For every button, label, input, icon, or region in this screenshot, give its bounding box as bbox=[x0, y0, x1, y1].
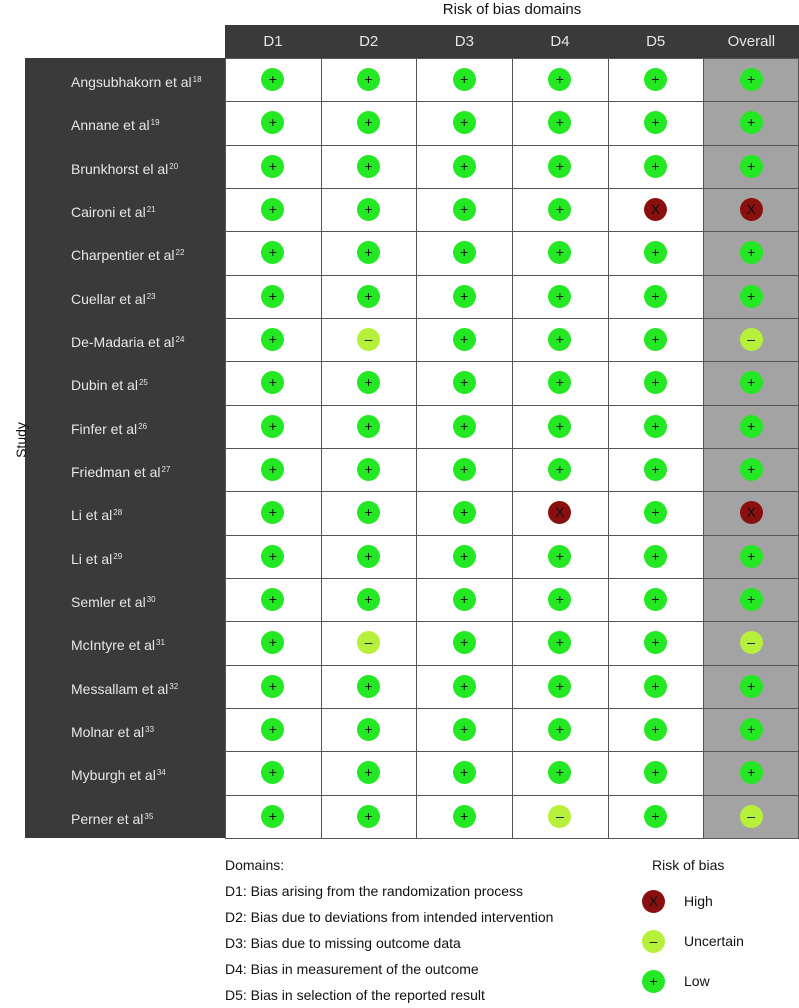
study-label bbox=[25, 708, 225, 751]
study-reference: 29 bbox=[113, 551, 123, 561]
risk-mark-low: + bbox=[740, 718, 763, 741]
risk-mark-low: + bbox=[548, 111, 571, 134]
study-name: Li et al bbox=[71, 550, 113, 567]
risk-mark-low: + bbox=[548, 415, 571, 438]
risk-mark-low: + bbox=[261, 111, 284, 134]
risk-mark-low: + bbox=[740, 675, 763, 698]
y-axis-label: Study bbox=[13, 422, 29, 458]
risk-mark-low: + bbox=[357, 458, 380, 481]
risk-mark-low: + bbox=[261, 588, 284, 611]
risk-mark-low: + bbox=[548, 198, 571, 221]
study-name: De-Madaria et al bbox=[71, 333, 175, 350]
risk-mark-low: + bbox=[261, 415, 284, 438]
risk-mark-low: + bbox=[357, 285, 380, 308]
risk-mark-low: + bbox=[261, 68, 284, 91]
study-name: Semler et al bbox=[71, 593, 146, 610]
risk-mark-high: X bbox=[740, 198, 763, 221]
column-header-d3: D3 bbox=[454, 33, 474, 50]
study-label bbox=[25, 665, 225, 708]
risk-mark-low: + bbox=[261, 458, 284, 481]
risk-mark-low: + bbox=[740, 458, 763, 481]
domain-item: D1: Bias arising from the randomization process bbox=[225, 883, 524, 899]
risk-mark-low: + bbox=[548, 761, 571, 784]
risk-mark-low: + bbox=[453, 111, 476, 134]
risk-mark-low: + bbox=[740, 285, 763, 308]
risk-mark-low: + bbox=[644, 761, 667, 784]
study-name: Messallam et al bbox=[71, 680, 169, 697]
chart-title: Risk of bias domains bbox=[442, 1, 582, 18]
study-label bbox=[25, 145, 225, 188]
risk-mark-low: + bbox=[644, 111, 667, 134]
risk-mark-low: + bbox=[357, 501, 380, 524]
risk-mark-high: X bbox=[740, 501, 763, 524]
study-reference: 25 bbox=[138, 378, 148, 388]
study-reference: 24 bbox=[175, 334, 185, 344]
column-header-d2: D2 bbox=[359, 33, 379, 50]
study-reference: 32 bbox=[169, 681, 179, 691]
risk-mark-low: + bbox=[548, 155, 571, 178]
risk-mark-unc: – bbox=[357, 631, 380, 654]
risk-mark-unc: – bbox=[357, 328, 380, 351]
risk-mark-low: + bbox=[644, 328, 667, 351]
risk-mark-low: + bbox=[740, 588, 763, 611]
column-header-d4: D4 bbox=[550, 33, 570, 50]
risk-mark-low: + bbox=[453, 458, 476, 481]
legend-item-high bbox=[642, 890, 799, 913]
risk-mark-low: + bbox=[357, 415, 380, 438]
study-reference: 19 bbox=[150, 118, 160, 128]
row-divider bbox=[225, 838, 799, 839]
risk-mark-low: + bbox=[548, 241, 571, 264]
study-reference: 31 bbox=[156, 638, 165, 648]
risk-mark-high: X bbox=[644, 198, 667, 221]
risk-mark-low: + bbox=[740, 761, 763, 784]
risk-legend bbox=[648, 852, 744, 989]
risk-mark-low: + bbox=[261, 718, 284, 741]
study-name: Brunkhorst el al bbox=[71, 160, 169, 177]
study-name: Perner et al bbox=[71, 810, 144, 827]
risk-mark-low: + bbox=[261, 371, 284, 394]
study-reference: 30 bbox=[146, 594, 156, 604]
study-label bbox=[25, 751, 225, 794]
column-divider bbox=[416, 58, 417, 838]
risk-mark-low: + bbox=[453, 198, 476, 221]
legend-label: Uncertain bbox=[684, 933, 744, 949]
legend-item-uncertain bbox=[642, 930, 799, 953]
study-reference: 26 bbox=[138, 421, 148, 431]
study-reference: 18 bbox=[192, 75, 202, 84]
risk-mark-low: + bbox=[261, 545, 284, 568]
risk-mark-low: + bbox=[453, 241, 476, 264]
risk-mark-low: + bbox=[740, 241, 763, 264]
column-header-d5: D5 bbox=[646, 33, 666, 50]
risk-mark-low: + bbox=[644, 155, 667, 178]
risk-mark-low: + bbox=[357, 111, 380, 134]
column-divider bbox=[703, 58, 704, 838]
study-label bbox=[25, 318, 225, 361]
risk-mark-low: + bbox=[357, 198, 380, 221]
risk-mark-low: + bbox=[453, 285, 476, 308]
risk-mark-low: + bbox=[453, 718, 476, 741]
risk-mark-low: + bbox=[644, 631, 667, 654]
study-label bbox=[25, 405, 225, 448]
column-header-d1: D1 bbox=[263, 33, 283, 50]
study-label bbox=[25, 231, 225, 274]
low-risk-icon: + bbox=[642, 970, 665, 993]
legend-label: High bbox=[684, 893, 713, 909]
risk-mark-low: + bbox=[453, 588, 476, 611]
risk-mark-low: + bbox=[453, 415, 476, 438]
domains-title: Domains: bbox=[225, 857, 285, 873]
risk-mark-low: + bbox=[548, 545, 571, 568]
risk-mark-low: + bbox=[453, 328, 476, 351]
risk-mark-low: + bbox=[261, 285, 284, 308]
legend-title: Risk of bias bbox=[652, 857, 725, 873]
domain-item: D4: Bias in measurement of the outcome bbox=[225, 961, 479, 977]
study-label bbox=[25, 621, 225, 664]
risk-mark-low: + bbox=[453, 68, 476, 91]
study-reference: 27 bbox=[161, 464, 171, 474]
risk-mark-low: + bbox=[740, 415, 763, 438]
risk-mark-low: + bbox=[453, 371, 476, 394]
uncertain-risk-icon: – bbox=[642, 930, 665, 953]
risk-mark-low: + bbox=[548, 458, 571, 481]
risk-mark-low: + bbox=[357, 588, 380, 611]
column-divider bbox=[512, 58, 513, 838]
risk-mark-low: + bbox=[548, 588, 571, 611]
risk-mark-low: + bbox=[453, 545, 476, 568]
study-label bbox=[25, 448, 225, 491]
risk-mark-low: + bbox=[261, 328, 284, 351]
study-label bbox=[25, 101, 225, 144]
risk-mark-low: + bbox=[644, 458, 667, 481]
study-reference: 35 bbox=[144, 811, 154, 821]
study-label bbox=[25, 361, 225, 404]
risk-mark-low: + bbox=[261, 805, 284, 828]
risk-mark-low: + bbox=[261, 155, 284, 178]
risk-mark-low: + bbox=[261, 631, 284, 654]
study-name: McIntyre et al bbox=[71, 637, 156, 654]
study-name: Annane et al bbox=[71, 117, 150, 134]
risk-mark-low: + bbox=[453, 805, 476, 828]
column-divider bbox=[608, 58, 609, 838]
study-reference: 22 bbox=[175, 248, 185, 258]
risk-mark-low: + bbox=[740, 371, 763, 394]
risk-mark-low: + bbox=[644, 588, 667, 611]
study-label bbox=[25, 58, 225, 101]
study-name: Angsubhakorn et al bbox=[71, 74, 192, 90]
risk-mark-low: + bbox=[357, 761, 380, 784]
study-label bbox=[25, 535, 225, 578]
study-name: Charpentier et al bbox=[71, 247, 175, 264]
study-name: Myburgh et al bbox=[71, 767, 156, 784]
risk-mark-unc: – bbox=[740, 631, 763, 654]
risk-mark-low: + bbox=[548, 718, 571, 741]
risk-mark-low: + bbox=[644, 675, 667, 698]
column-divider bbox=[321, 58, 322, 838]
study-reference: 34 bbox=[156, 768, 166, 778]
risk-mark-high: X bbox=[548, 501, 571, 524]
risk-mark-low: + bbox=[357, 675, 380, 698]
study-reference: 20 bbox=[169, 161, 179, 171]
risk-mark-low: + bbox=[644, 718, 667, 741]
column-header-overall: Overall bbox=[727, 33, 776, 50]
study-label bbox=[25, 795, 225, 838]
study-label bbox=[25, 578, 225, 621]
risk-mark-low: + bbox=[548, 68, 571, 91]
risk-mark-low: + bbox=[357, 155, 380, 178]
risk-mark-low: + bbox=[261, 198, 284, 221]
risk-mark-low: + bbox=[548, 328, 571, 351]
study-name: Caironi et al bbox=[71, 203, 146, 220]
risk-mark-unc: – bbox=[740, 328, 763, 351]
risk-mark-low: + bbox=[261, 241, 284, 264]
risk-mark-low: + bbox=[261, 761, 284, 784]
risk-mark-low: + bbox=[357, 241, 380, 264]
study-reference: 23 bbox=[146, 291, 156, 301]
risk-mark-low: + bbox=[644, 501, 667, 524]
risk-mark-low: + bbox=[740, 68, 763, 91]
risk-mark-unc: – bbox=[740, 805, 763, 828]
domain-item: D3: Bias due to missing outcome data bbox=[225, 935, 461, 951]
risk-mark-unc: – bbox=[548, 805, 571, 828]
risk-mark-low: + bbox=[453, 631, 476, 654]
study-name: Finfer et al bbox=[71, 420, 138, 437]
risk-mark-low: + bbox=[740, 545, 763, 568]
risk-mark-low: + bbox=[357, 545, 380, 568]
risk-mark-low: + bbox=[548, 631, 571, 654]
study-label bbox=[25, 491, 225, 534]
study-reference: 33 bbox=[145, 724, 155, 734]
study-name: Cuellar et al bbox=[71, 290, 146, 307]
risk-mark-low: + bbox=[453, 675, 476, 698]
high-risk-icon: X bbox=[642, 890, 665, 913]
risk-mark-low: + bbox=[548, 285, 571, 308]
study-name: Molnar et al bbox=[71, 723, 145, 740]
risk-mark-low: + bbox=[357, 68, 380, 91]
risk-mark-low: + bbox=[644, 68, 667, 91]
risk-mark-low: + bbox=[644, 241, 667, 264]
risk-mark-low: + bbox=[644, 285, 667, 308]
risk-mark-low: + bbox=[740, 111, 763, 134]
risk-mark-low: + bbox=[261, 501, 284, 524]
study-reference: 21 bbox=[146, 204, 156, 214]
study-label bbox=[25, 275, 225, 318]
domain-item: D5: Bias in selection of the reported result bbox=[225, 987, 485, 1003]
risk-mark-low: + bbox=[453, 155, 476, 178]
study-label bbox=[25, 188, 225, 231]
risk-mark-low: + bbox=[644, 371, 667, 394]
risk-mark-low: + bbox=[453, 501, 476, 524]
study-reference: 28 bbox=[113, 508, 123, 518]
study-name: Li et al bbox=[71, 507, 113, 524]
domains-legend bbox=[225, 852, 553, 1008]
risk-mark-low: + bbox=[453, 761, 476, 784]
study-name: Dubin et al bbox=[71, 377, 138, 394]
risk-mark-low: + bbox=[740, 155, 763, 178]
domain-item: D2: Bias due to deviations from intended intervention bbox=[225, 909, 554, 925]
legend-item-low bbox=[642, 970, 799, 993]
risk-mark-low: + bbox=[357, 718, 380, 741]
risk-mark-low: + bbox=[548, 371, 571, 394]
risk-mark-low: + bbox=[644, 545, 667, 568]
study-name: Friedman et al bbox=[71, 463, 161, 480]
risk-mark-low: + bbox=[548, 675, 571, 698]
risk-mark-low: + bbox=[644, 415, 667, 438]
risk-mark-low: + bbox=[357, 371, 380, 394]
legend-label: Low bbox=[684, 973, 710, 989]
risk-mark-low: + bbox=[357, 805, 380, 828]
column-divider bbox=[225, 58, 226, 838]
risk-mark-low: + bbox=[644, 805, 667, 828]
risk-mark-low: + bbox=[261, 675, 284, 698]
